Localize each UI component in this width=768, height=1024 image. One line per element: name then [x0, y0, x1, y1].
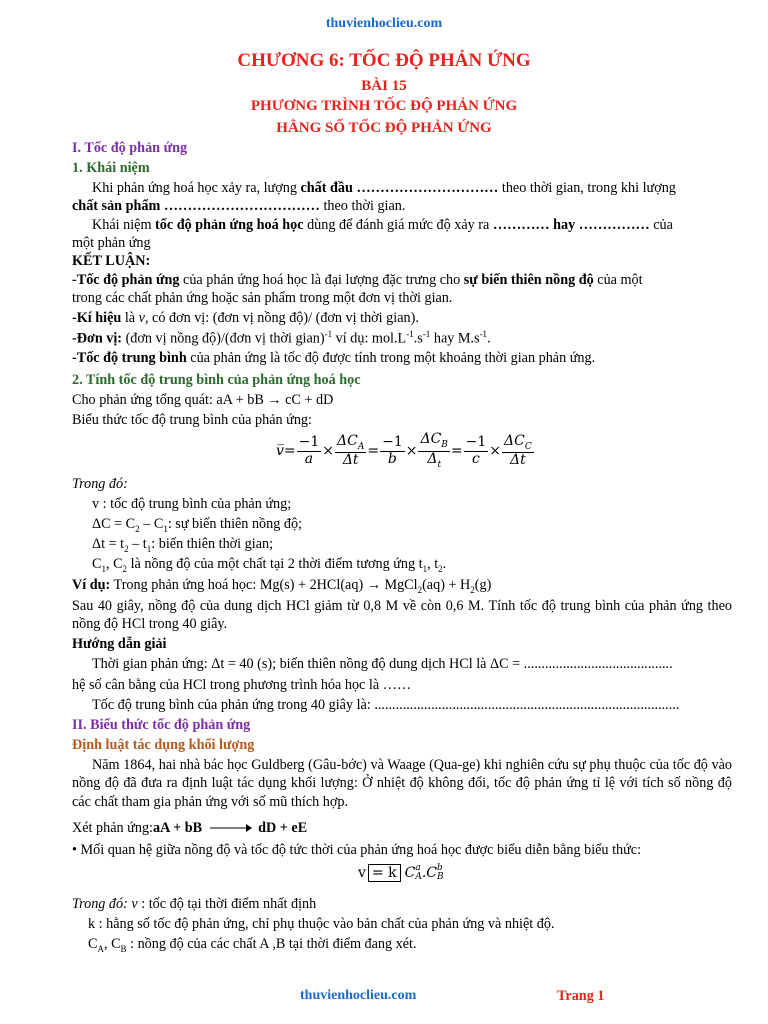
header-site[interactable]: thuvienhoclieu.com	[325, 16, 443, 31]
section-2-heading: II. Biểu thức tốc độ phản ứng	[72, 717, 251, 733]
general-reaction: Cho phản ứng tổng quát: aA + bB → cC + dD	[72, 392, 334, 408]
subsection-1-heading: 1. Khái niệm	[72, 160, 150, 176]
subsection-2-heading: 2. Tính tốc độ trung bình của phản ứng hoá học	[72, 372, 361, 388]
guide-line-3: Tốc độ trung bình của phản ứng trong 40 giây là: ......................................................................................	[92, 697, 680, 713]
concept-line-1: Khi phản ứng hoá học xảy ra, lượng chất đầu ………………………… theo thời gian, trong khi lượng	[92, 180, 676, 196]
concentration-line: $C_A$, $C_B$ : nồng độ của các chất A ,B tại thời điểm đang xét.	[88, 936, 417, 954]
example-problem: Sau 40 giây, nồng độ của dung dịch HCl giảm từ 0,8 M về còn 0,6 M. Tính tốc độ trung bình của phản ứng theo nồng độ HCl trong 40 giây.	[72, 598, 732, 633]
guide-heading: Hướng dẫn giải	[72, 636, 167, 652]
conclusion-line-4: -Đơn vị: (đơn vị nồng độ)/(đơn vị thời gian)$^{-1}$ ví dụ: $mol.L^{-1}.s^{-1}$ hay $M.s^{-1}$.	[72, 329, 491, 347]
law-heading: Định luật tác dụng khối lượng	[72, 737, 255, 753]
page-number: Trang 1	[557, 988, 605, 1004]
conclusion-line-5: -Tốc độ trung bình của phản ứng là tốc độ được tính trong một khoảng thời gian phản ứng.	[72, 350, 596, 366]
rate-law-formula: v = k C a A . C b B	[358, 863, 444, 883]
conclusion-line-2: trong các chất phản ứng hoặc sản phẩm trong một đơn vị thời gian.	[72, 290, 453, 306]
concept-line-4: một phản ứng	[72, 235, 151, 251]
where-line-2: $\Delta C = C_2 - C_1$: sự biến thiên nồng độ;	[92, 516, 302, 534]
concept-line-3: Khái niệm tốc độ phản ứng hoá học dùng để đánh giá mức độ xảy ra ………… hay …………… của	[92, 217, 673, 233]
lesson-title: BÀI 15	[361, 78, 407, 94]
where-line-3: $\Delta t = t_2 - t_1$: biến thiên thời gian;	[92, 536, 274, 554]
k-line: k : hằng số tốc độ phản ứng, chỉ phụ thuộc vào bản chất của phản ứng và nhiệt độ.	[88, 916, 555, 932]
reaction-line: Xét phản ứng: aA + bB dD + eE	[72, 820, 308, 836]
where-v-line: Trong đó: v : tốc độ tại thời điểm nhất định	[72, 896, 317, 912]
arrow-icon	[208, 822, 252, 834]
footer-site[interactable]: thuvienhoclieu.com	[300, 988, 417, 1003]
conclusion-heading: KẾT LUẬN:	[72, 253, 151, 269]
bullet-line: • Mối quan hệ giữa nồng độ và tốc độ tức thời của phản ứng hoá học được biểu diễn bằng biểu thức:	[72, 842, 642, 858]
law-paragraph: Năm 1864, hai nhà bác học Guldberg (Gâu-bớc) và Waage (Qua-ge) khi nghiên cứu sự phụ thuộc của tốc độ vào nồng độ đã đưa ra định luật tác dụng khối lượng: Ở nhiệt độ không đổi, tốc độ phản ứng tỉ lệ với tích số nồng độ các chất tham gia phản ứng với số mũ thích hợp.	[72, 757, 732, 810]
example-line: Ví dụ: Trong phản ứng hoá học: Mg(s) + 2HCl(aq) → MgCl$_2$(aq) + $H_2(g)$	[72, 577, 492, 595]
subtitle-1: PHƯƠNG TRÌNH TỐC ĐỘ PHẢN ỨNG	[250, 98, 518, 114]
concept-line-2: chất sản phẩm …………………………… theo thời gian.	[72, 198, 406, 214]
conclusion-line-3: -Kí hiệu là v, có đơn vị: (đơn vị nồng độ)/ (đơn vị thời gian).	[72, 310, 419, 326]
where-line-4: $C_1$, $C_2$ là nồng độ của một chất tại 2 thời điểm tương ứng $t_1$, $t_2$.	[92, 556, 447, 574]
average-rate-formula: v̅ = $\frac{-1}{a}$ × $\frac{\Delta C_A}{\Delta t}$ = $\frac{-1}{b}$ × $\frac{\Delta C_B}{\Delta_t}$ = $\frac{-1}{c}$ × $\frac{\Delta C_C}{\Delta t}$	[276, 431, 532, 470]
chapter-title: CHƯƠNG 6: TỐC ĐỘ PHẢN ỨNG	[237, 50, 531, 71]
guide-line-2: hệ số cân bằng của HCl trong phương trình hóa học là ……	[72, 677, 412, 693]
conclusion-line-1: -Tốc độ phản ứng của phản ứng hoá học là đại lượng đặc trưng cho sự biến thiên nồng độ của một	[72, 272, 643, 288]
expression-label: Biểu thức tốc độ trung bình của phản ứng:	[72, 412, 312, 428]
where-label: Trong đó:	[72, 476, 128, 492]
subtitle-2: HẰNG SỐ TỐC ĐỘ PHẢN ỨNG	[276, 120, 492, 136]
section-1-heading: I. Tốc độ phản ứng	[72, 140, 188, 156]
where-line-1: v : tốc độ trung bình của phản ứng;	[92, 496, 292, 512]
guide-line-1: Thời gian phản ứng: Δt = 40 (s); biến thiên nồng độ dung dịch HCl là ΔC = ..........................................	[92, 656, 673, 672]
